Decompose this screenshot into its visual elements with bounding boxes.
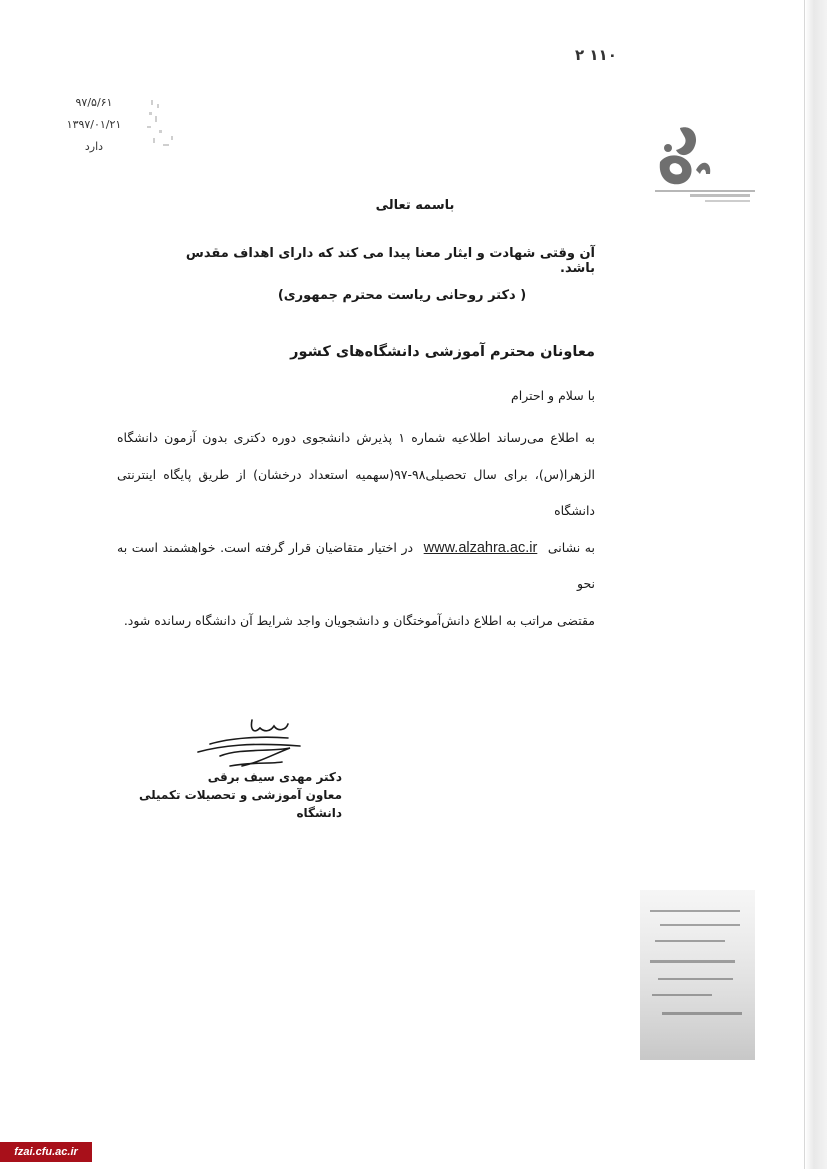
signer-block [122,768,342,822]
recipient-line: معاونان محترم آموزشی دانشگاه‌های کشور [290,344,595,360]
alzahra-university-logo [650,118,755,218]
letter-meta [64,92,124,158]
page-number-mark: ۲ ۱۱۰ [575,46,617,64]
scan-page-edge [805,0,827,1169]
body-line-4: مقتضی مراتب به اطلاع دانش‌آموختگان و دانشجویان واجد شرایط آن دانشگاه رسانده شود. [123,612,595,628]
source-watermark-badge[interactable]: fzai.cfu.ac.ir [0,1142,92,1162]
opening-quote: آن وقتی شهادت و ایثار معنا پیدا می کند که دارای اهداف مقدس باشد. [185,246,595,276]
body-line-1: به اطلاع می‌رساند اطلاعیه شماره ۱ پذیرش دانشجوی دوره دکتری بدون آزمون دانشگاه [117,430,595,445]
letter-attachment: دارد [84,140,104,153]
faded-registration-stamp [640,890,755,1060]
letter-body [117,420,595,639]
signer-name: دکتر مهدی سیف برقی [207,770,342,784]
greeting-line: با سلام و احترام [511,388,595,403]
letter-date: ۱۳۹۷/۰۱/۲۱ [66,118,122,131]
letter-number: ۹۷/۵/۶۱ [75,96,113,109]
body-line-3 [117,530,595,603]
signer-title: معاون آموزشی و تحصیلات تکمیلی دانشگاه [138,788,342,820]
faded-stamp-mark [145,96,185,156]
body-line-3-start: به نشانی [547,539,595,555]
body-line-2: الزهرا(س)، برای سال تحصیلی۹۸-۹۷(سهمیه استعداد درخشان) از طریق پایگاه اینترنتی دانشگاه [117,466,595,518]
university-website-link[interactable]: www.alzahra.ac.ir [423,539,538,556]
bismillah-heading: باسمه تعالی [375,198,455,213]
body-line-3-end: در اختیار متقاضیان قرار گرفته است. خواهشمند است به نحو [117,539,595,591]
quote-source: ( دکتر روحانی ریاست محترم جمهوری) [277,288,527,303]
